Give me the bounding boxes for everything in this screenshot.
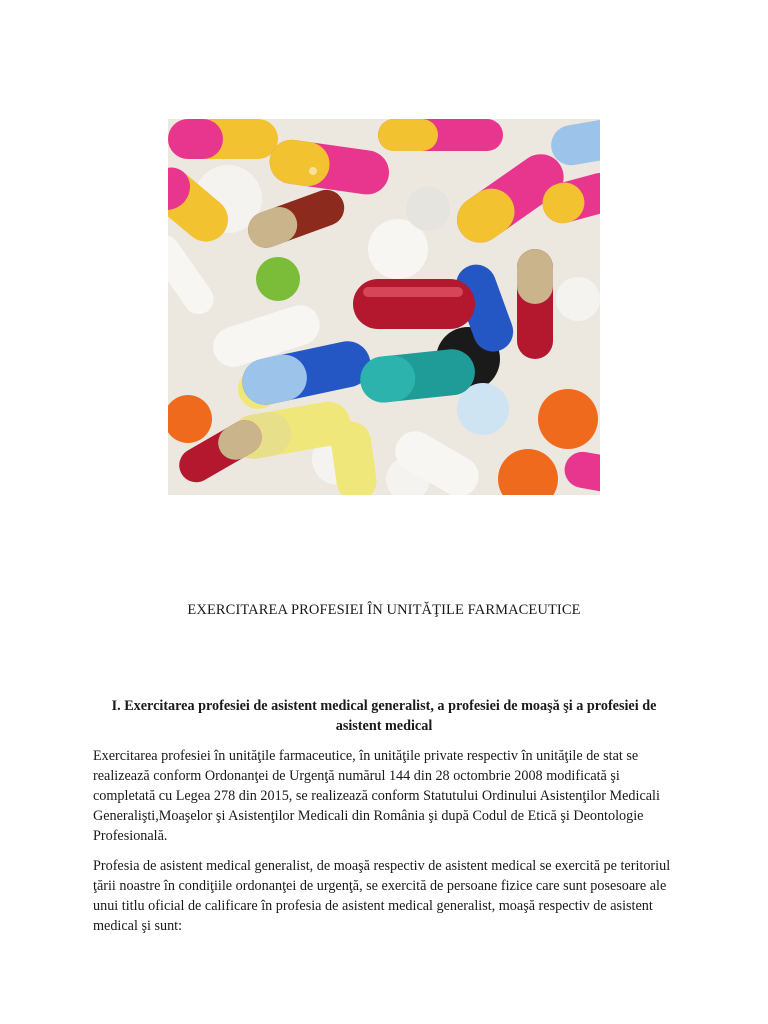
paragraph-1: Exercitarea profesiei în unităţile farmaceutice, în unităţile private respectiv în unităţile de stat se realizează conform Ordonanţei de Urgenţă numărul 144 din 28 octombrie 2008 modificată şi completată cu Legea 278 din 2015, se realizează conform Statutului Ordinului Asistenţilor Medicali Generalişti,Moaşelor şi Asistenţilor Medicali din România şi după Codul de Etică şi Deontologie Profesională. <box>93 748 660 844</box>
section-heading: I. Exercitarea profesiei de asistent medical generalist, a profesiei de moaşă şi a profesiei de asistent medical <box>111 698 657 734</box>
document-title: EXERCITAREA PROFESIEI ÎN UNITĂŢILE FARMACEUTICE <box>187 602 581 618</box>
pills-capsules-icon <box>168 119 600 495</box>
paragraph-2: Profesia de asistent medical generalist, de moaşă respectiv de asistent medical se exercită pe teritoriul ţării noastre în condiţiile ordonanţei de urgenţă, se exercită de persoane fizice care sunt posesoare ale unui titlu oficial de calificare în profesia de asistent medical generalist, moaşă respectiv de asistent medical şi sunt: <box>93 858 671 934</box>
pills-photo <box>168 119 600 495</box>
